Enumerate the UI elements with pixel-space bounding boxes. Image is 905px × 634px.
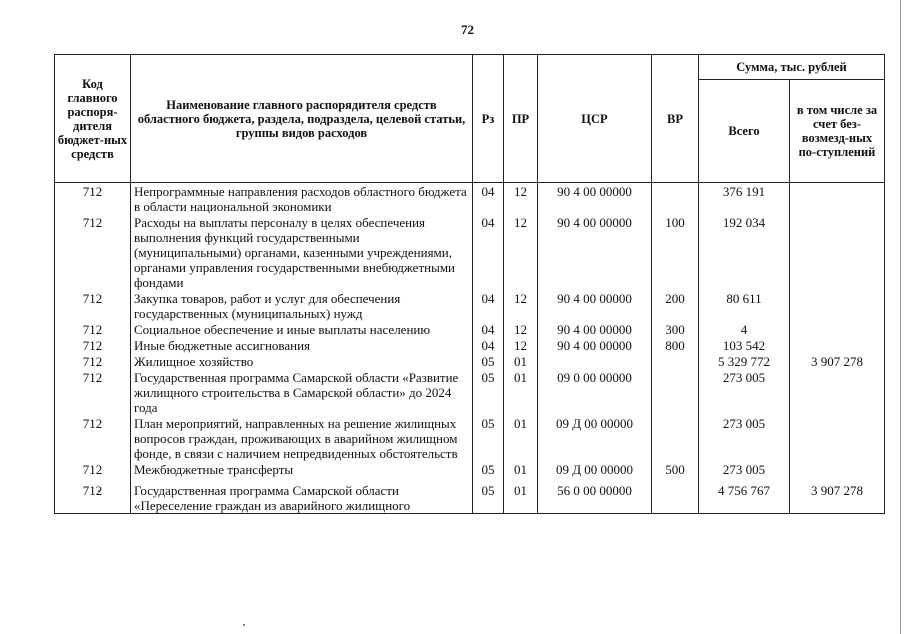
row-vr: 100 <box>652 214 699 290</box>
row-total: 103 542 <box>699 337 790 353</box>
table-row <box>55 321 885 337</box>
row-code: 712 <box>55 183 131 215</box>
header-rz: Рз <box>473 55 504 183</box>
row-incl <box>790 461 885 477</box>
row-code: 712 <box>55 337 131 353</box>
row-vr: 800 <box>652 337 699 353</box>
row-incl <box>790 183 885 215</box>
row-code: 712 <box>55 477 131 514</box>
row-vr: 500 <box>652 461 699 477</box>
row-total: 5 329 772 <box>699 353 790 369</box>
row-pr: 12 <box>504 183 538 215</box>
row-rz: 04 <box>473 290 504 321</box>
row-rz: 05 <box>473 477 504 514</box>
row-pr: 12 <box>504 337 538 353</box>
page-number: 72 <box>461 22 474 37</box>
header-csr: ЦСР <box>538 55 652 183</box>
header-sum: Сумма, тыс. рублей <box>699 55 885 80</box>
row-name: Жилищное хозяйство <box>131 353 473 369</box>
row-pr: 01 <box>504 415 538 461</box>
row-total: 376 191 <box>699 183 790 215</box>
row-incl <box>790 290 885 321</box>
scan-edge <box>900 0 901 634</box>
row-pr: 12 <box>504 290 538 321</box>
row-incl <box>790 214 885 290</box>
row-total: 4 <box>699 321 790 337</box>
row-name: Иные бюджетные ассигнования <box>131 337 473 353</box>
row-incl <box>790 337 885 353</box>
row-vr: 300 <box>652 321 699 337</box>
row-name: Межбюджетные трансферты <box>131 461 473 477</box>
table-row <box>55 461 885 477</box>
row-incl <box>790 369 885 415</box>
table-row <box>55 477 885 514</box>
row-total: 4 756 767 <box>699 477 790 514</box>
row-total: 273 005 <box>699 461 790 477</box>
table-row <box>55 415 885 461</box>
row-rz: 04 <box>473 183 504 215</box>
row-rz: 04 <box>473 321 504 337</box>
row-rz: 05 <box>473 461 504 477</box>
row-vr <box>652 415 699 461</box>
row-total: 273 005 <box>699 415 790 461</box>
row-name: Государственная программа Самарской области «Переселение граждан из аварийного жилищного <box>131 477 473 514</box>
table-row <box>55 369 885 415</box>
row-name: План мероприятий, направленных на решение жилищных вопросов граждан, проживающих в аварийном жилищном фонде, в связи с наличием непредвиденных обстоятельств <box>131 415 473 461</box>
row-vr: 200 <box>652 290 699 321</box>
budget-body <box>55 183 885 514</box>
row-total: 273 005 <box>699 369 790 415</box>
header-name: Наименование главного распорядителя средств областного бюджета, раздела, подраздела, целевой статьи, группы видов расходов <box>131 55 473 183</box>
row-rz: 04 <box>473 214 504 290</box>
row-vr <box>652 183 699 215</box>
header-total: Всего <box>699 79 790 182</box>
header-pr: ПР <box>504 55 538 183</box>
row-total: 192 034 <box>699 214 790 290</box>
row-code: 712 <box>55 461 131 477</box>
budget-table <box>54 54 885 514</box>
row-name: Непрограммные направления расходов областного бюджета в области национальной экономики <box>131 183 473 215</box>
row-pr: 12 <box>504 321 538 337</box>
row-vr <box>652 477 699 514</box>
header-incl: в том числе за счет без-возмезд-ных по-ступлений <box>790 79 885 182</box>
row-csr: 90 4 00 00000 <box>538 214 652 290</box>
row-total: 80 611 <box>699 290 790 321</box>
row-csr: 09 Д 00 00000 <box>538 415 652 461</box>
table-row <box>55 337 885 353</box>
row-name: Социальное обеспечение и иные выплаты населению <box>131 321 473 337</box>
row-vr <box>652 353 699 369</box>
row-name: Закупка товаров, работ и услуг для обеспечения государственных (муниципальных) нужд <box>131 290 473 321</box>
row-code: 712 <box>55 214 131 290</box>
row-incl <box>790 415 885 461</box>
row-csr: 09 Д 00 00000 <box>538 461 652 477</box>
row-csr: 56 0 00 00000 <box>538 477 652 514</box>
scan-speck <box>243 624 245 626</box>
row-csr: 09 0 00 00000 <box>538 369 652 415</box>
row-name: Государственная программа Самарской области «Развитие жилищного строительства в Самарской области» до 2024 года <box>131 369 473 415</box>
row-incl <box>790 321 885 337</box>
header-code: Код главного распоря-дителя бюджет-ных средств <box>55 55 131 183</box>
row-pr: 01 <box>504 461 538 477</box>
row-code: 712 <box>55 290 131 321</box>
row-rz: 05 <box>473 369 504 415</box>
row-pr: 01 <box>504 353 538 369</box>
header-vr: ВР <box>652 55 699 183</box>
row-csr: 90 4 00 00000 <box>538 321 652 337</box>
row-code: 712 <box>55 353 131 369</box>
row-pr: 01 <box>504 477 538 514</box>
row-incl: 3 907 278 <box>790 353 885 369</box>
row-vr <box>652 369 699 415</box>
row-code: 712 <box>55 321 131 337</box>
row-csr: 90 4 00 00000 <box>538 290 652 321</box>
row-csr: 90 4 00 00000 <box>538 183 652 215</box>
row-code: 712 <box>55 369 131 415</box>
table-row <box>55 183 885 215</box>
row-code: 712 <box>55 415 131 461</box>
row-pr: 01 <box>504 369 538 415</box>
row-pr: 12 <box>504 214 538 290</box>
row-rz: 05 <box>473 415 504 461</box>
table-row <box>55 290 885 321</box>
row-csr: 90 4 00 00000 <box>538 337 652 353</box>
row-rz: 04 <box>473 337 504 353</box>
row-name: Расходы на выплаты персоналу в целях обеспечения выполнения функций государственными (муниципальными) органами, казенными учреждениями, органами управления государственными внебюджетными фондами <box>131 214 473 290</box>
row-incl: 3 907 278 <box>790 477 885 514</box>
table-row <box>55 214 885 290</box>
row-rz: 05 <box>473 353 504 369</box>
table-row <box>55 353 885 369</box>
row-csr <box>538 353 652 369</box>
